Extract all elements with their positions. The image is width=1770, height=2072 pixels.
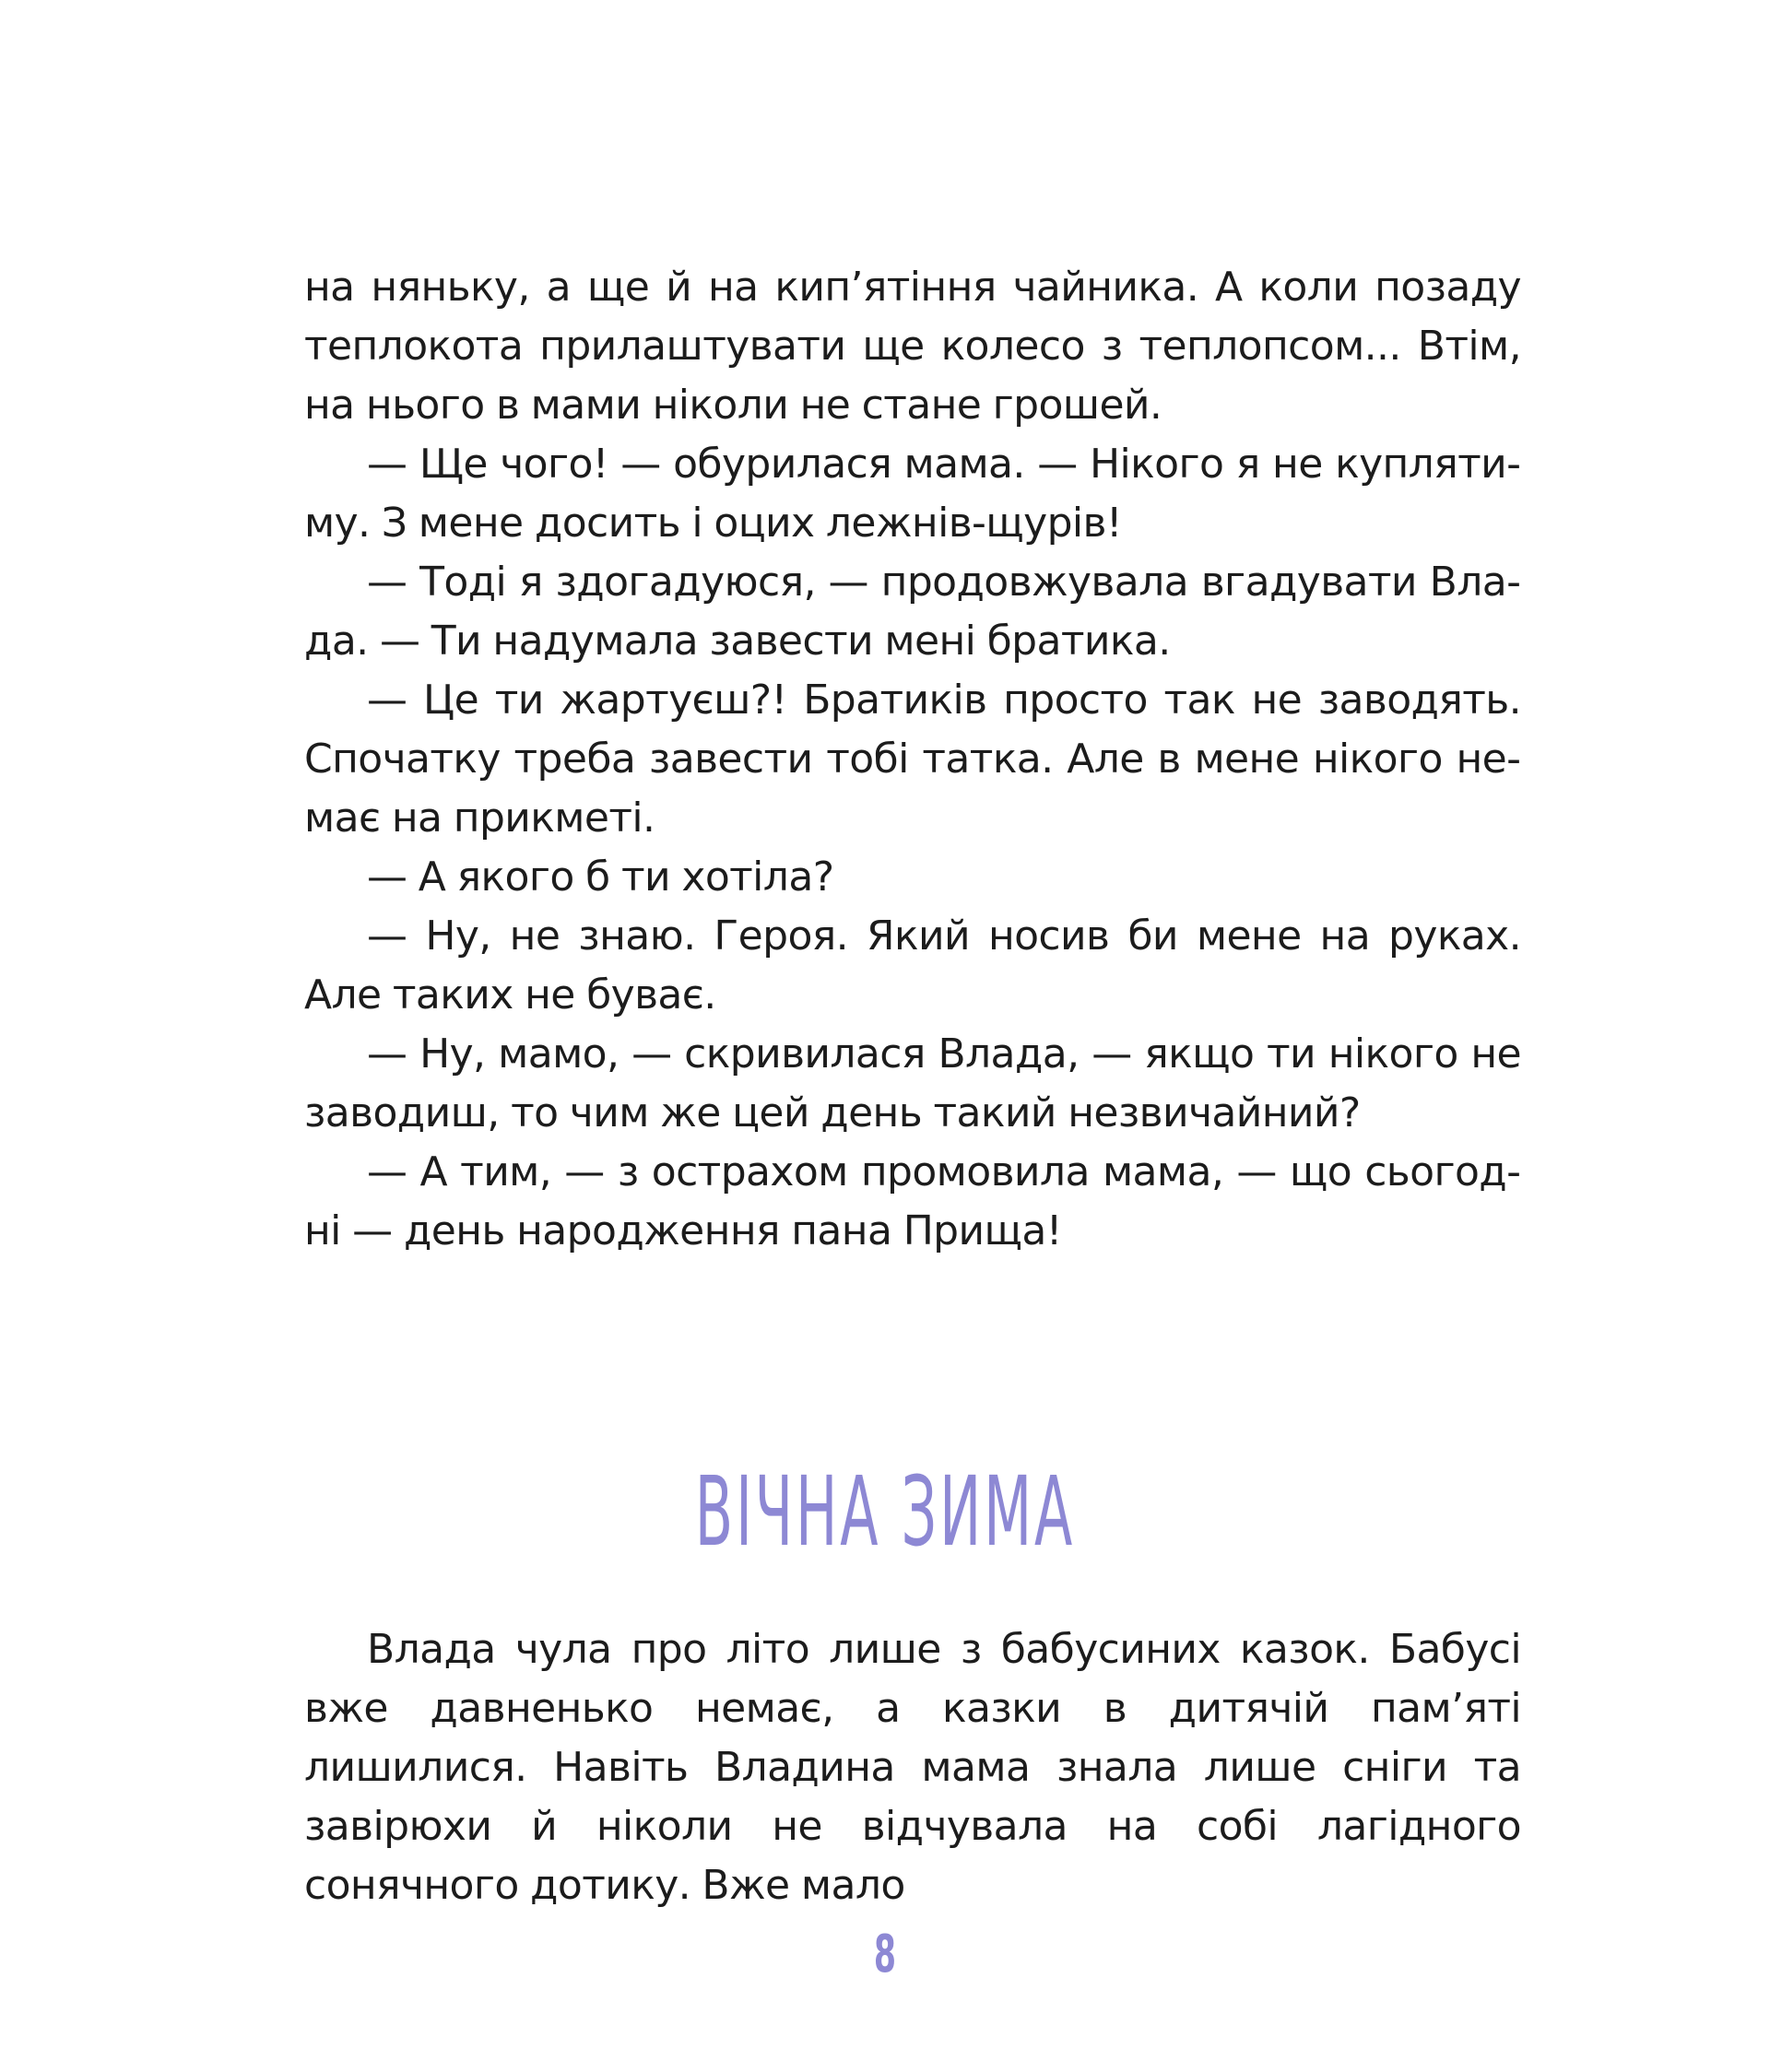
paragraph-1: на няньку, а ще й на кип’ятіння чайника. А коли позаду теплокота прилаштувати ще колесо з теплопсом... Втім, на нього в мами ніколи не стане грошей.: [304, 264, 1521, 429]
paragraph-4: — Це ти жартуєш?! Братиків просто так не заводять. Спочатку треба завести тобі татка. Але в мене нікого немає на прикметі.: [304, 677, 1521, 842]
paragraph-7: — Ну, мамо, — скривилася Влада, — якщо ти нікого не заводиш, то чим же цей день такий незвичайний?: [304, 1030, 1521, 1136]
paragraph-6: — Ну, не знаю. Героя. Який носив би мене на руках. Але таких не буває.: [304, 912, 1521, 1018]
paragraph-5: — А якого б ти хотіла?: [367, 854, 834, 901]
chapter-title: ВІЧНА ЗИМА: [694, 1455, 1076, 1568]
top-text-block: [304, 258, 1521, 1261]
paragraph-2: — Ще чого! — обурилася мама. — Нікого я не куплятиму. З мене досить і оцих лежнів-щурів!: [304, 441, 1521, 547]
paragraph-3: — Тоді я здогадуюся, — продовжувала вгадувати Влада. — Ти надумала завести мені братика.: [304, 559, 1521, 665]
page-number: 8: [873, 1925, 897, 1984]
paragraph-8: — А тим, — з острахом промовила мама, — що сьогодні — день народження пана Прища!: [304, 1148, 1521, 1254]
paragraph-9: Влада чула про літо лише з бабусиних казок. Бабусі вже давненько немає, а казки в дитячій пам’яті лишилися. Навіть Владина мама знала лише сніги та завірюхи й ніколи не відчувала на собі лагідного сонячного дотику. Вже мало: [304, 1626, 1521, 1909]
bottom-text-block: [304, 1620, 1521, 1915]
